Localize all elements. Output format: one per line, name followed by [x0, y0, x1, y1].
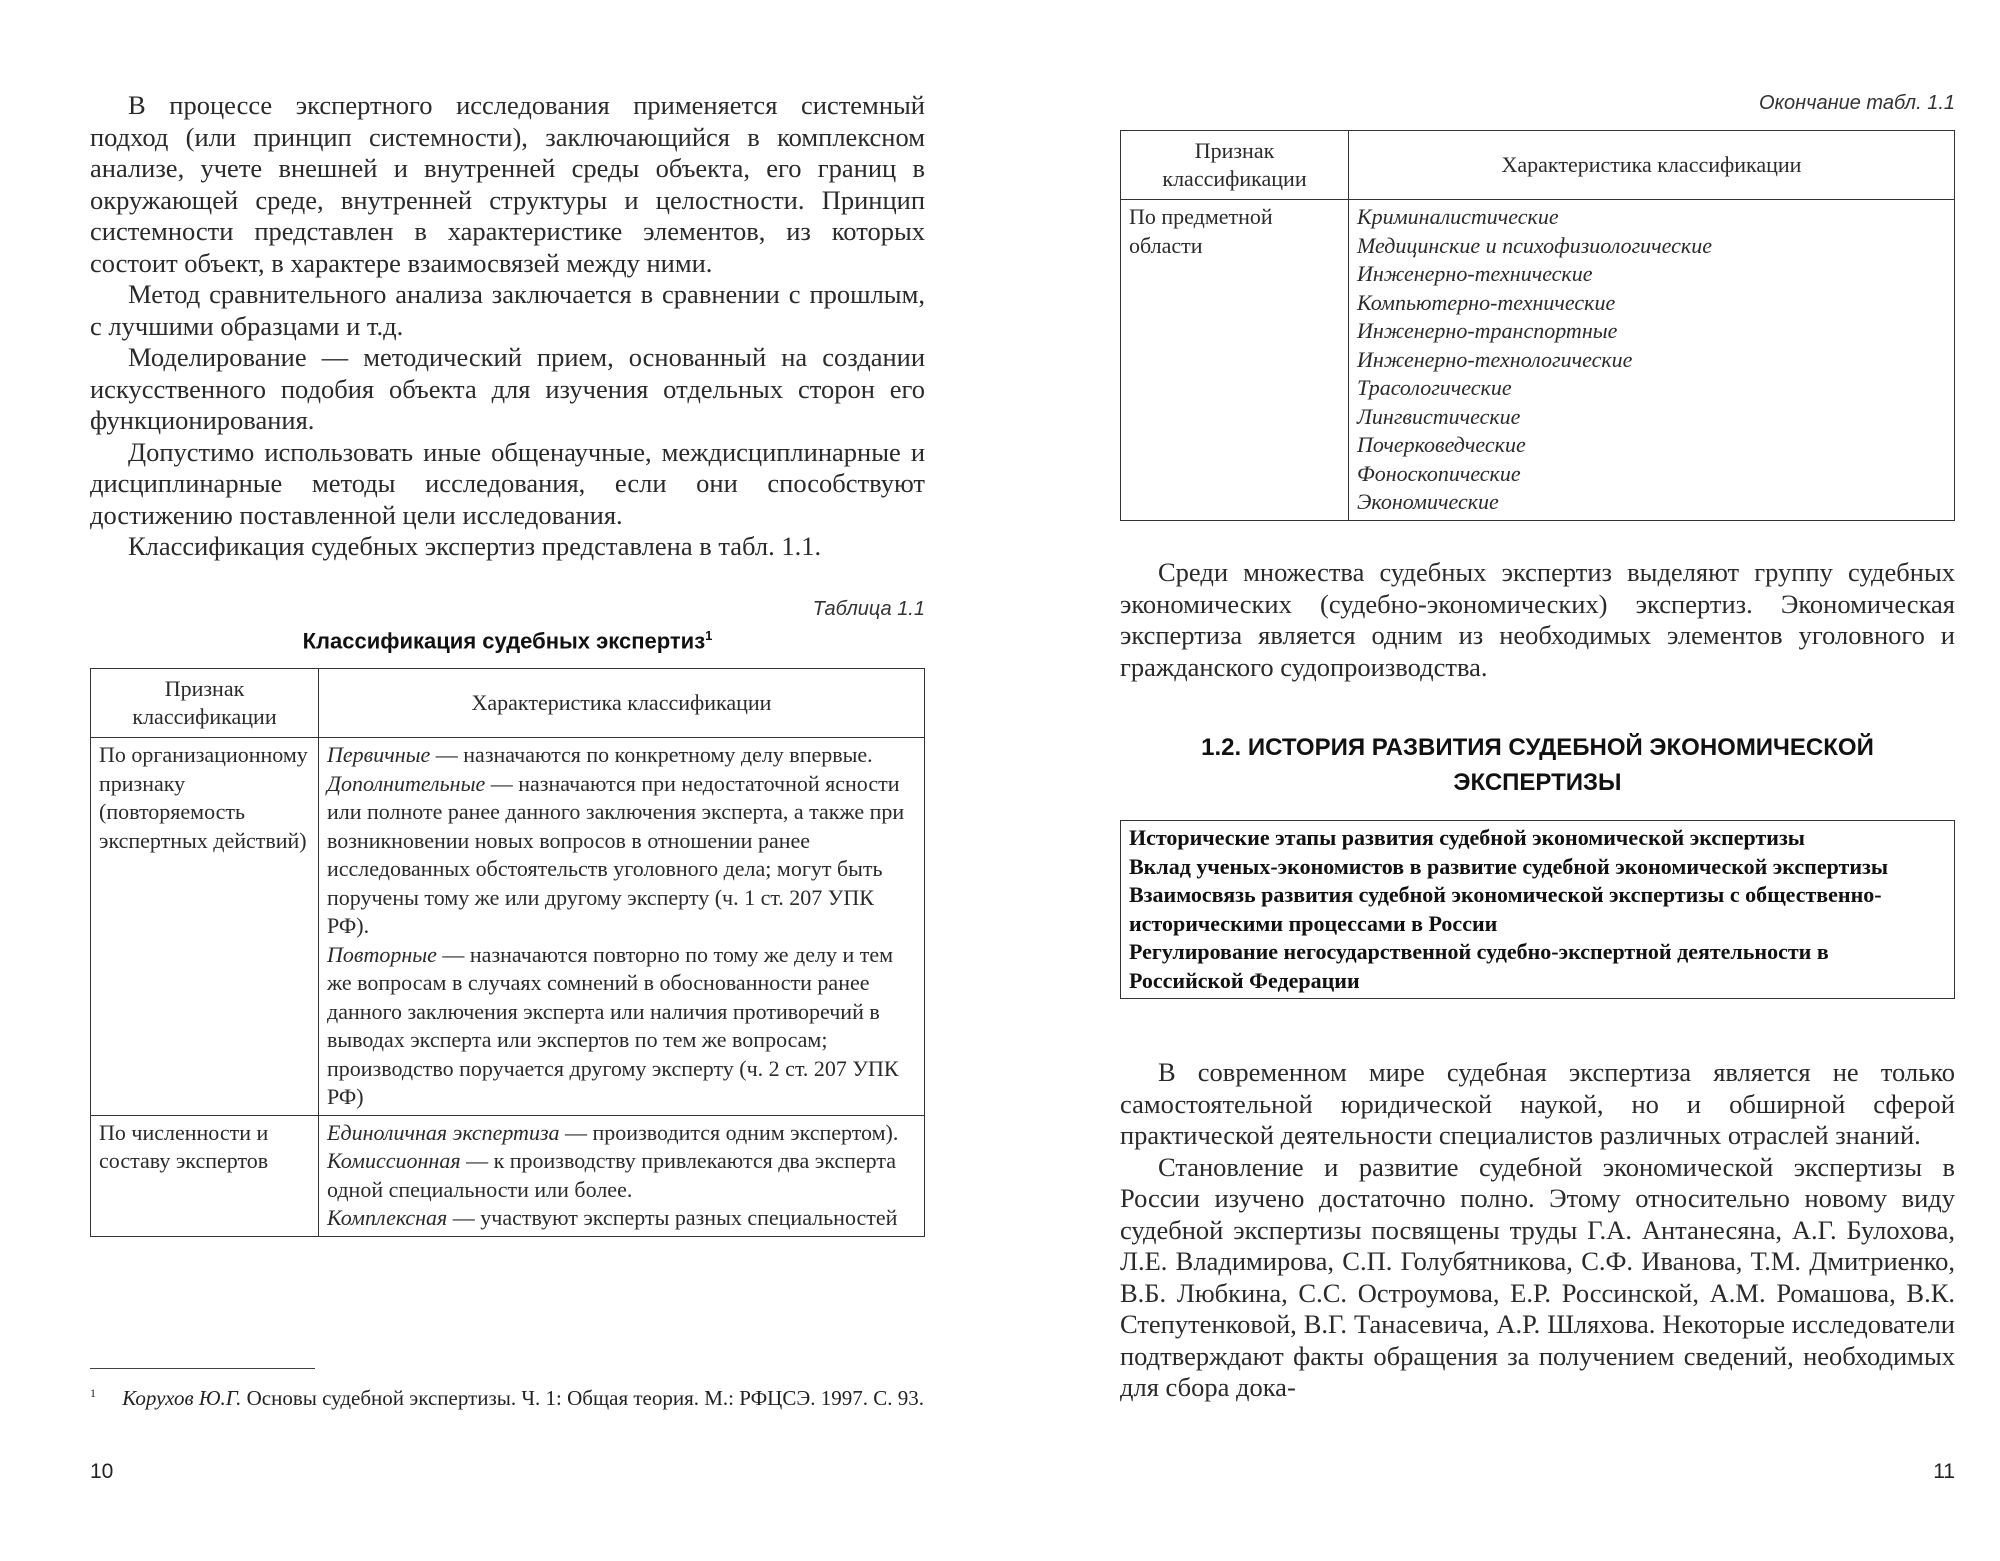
- topic-item: Регулирование негосударственной судебно-экспертной деятельности в Российской Федерации: [1129, 939, 1829, 993]
- table-title-text: Классификация судебных экспертиз: [302, 628, 706, 654]
- list-item: Инженерно-транспортные: [1357, 318, 1618, 343]
- criterion-organizational: По организационному признаку (повторяемость экспертных действий): [91, 738, 319, 1116]
- paragraph-modern-world: В современном мире судебная экспертиза является не только самостоятельной юридической наукой, но и обширной сферой практической деятельности специалистов различных отраслей знаний.: [1120, 1057, 1955, 1150]
- term-additional: Дополнительные: [327, 770, 486, 796]
- topic-item: Исторические этапы развития судебной экономической экспертизы: [1129, 825, 1805, 850]
- section-heading-line1: 1.2. ИСТОРИЯ РАЗВИТИЯ СУДЕБНОЙ ЭКОНОМИЧЕСКОЙ: [1201, 734, 1874, 761]
- term-primary: Первичные: [327, 742, 431, 767]
- list-item: Инженерно-технологические: [1357, 346, 1633, 372]
- paragraph-history-research: Становление и развитие судебной экономической экспертизы в России изучено достаточно полно. Этому относительно новому виду судебной экспертизы посвящены труды Г.А. Антанесяна, А.Г. Булохова, Л.Е. Владимирова, С.П. Голубятникова, С.Ф. Иванова, Т.М. Дмитриенко, В.Б. Любкина, С.С. Остроумова, Е.Р. Россинской, А.М. Ромашова, В.К. Степутенковой, В.Г. Танасевича, А.Р. Шляхова. Некоторые исследователи подтверждают факты обращения за получением сведений, необходимых для сбора дока-: [1120, 1151, 1955, 1402]
- header-criterion: Признак классификации: [1121, 131, 1349, 200]
- list-item: Трасологические: [1357, 375, 1512, 400]
- header-criterion: Признак классификации: [91, 669, 319, 738]
- characteristic-organizational: [319, 738, 925, 1116]
- table-title-footnote-mark: 1: [705, 628, 713, 643]
- left-body-text: [90, 90, 925, 563]
- item-additional: [327, 770, 916, 941]
- classification-table: [90, 668, 925, 1237]
- paragraph-system-approach: В процессе экспертного исследования применяется системный подход (или принцип системности), заключающийся в комплексном анализе, учете внешней и внутренней среды объекта, его границ в окружающей среде, внутренней структуры и целостности. Принцип системности представлен в характеристике элементов, из которых состоит объект, в характере взаимосвязей между ними.: [90, 90, 925, 278]
- topic-item: Вклад ученых-экономистов в развитие судебной экономической экспертизы: [1129, 853, 1889, 879]
- text-complex: — участвуют эксперты разных специальностей: [447, 1205, 898, 1230]
- list-item: Криминалистические: [1357, 204, 1559, 229]
- text-primary: — назначаются по конкретному делу впервые.: [430, 742, 873, 767]
- table-row: [91, 1115, 925, 1236]
- list-item: Экономические: [1357, 489, 1499, 514]
- text-sole: — производится одним экспертом).: [559, 1119, 899, 1145]
- page-number-right: 11: [1933, 1460, 1955, 1483]
- table-row: [91, 738, 925, 1116]
- paragraph-other-methods: Допустимо использовать иные общенаучные, междисциплинарные и дисциплинарные методы исследования, если они способствуют достижению поставленной цели исследования.: [90, 436, 925, 530]
- footnote: [90, 1380, 925, 1412]
- term-complex: Комплексная: [327, 1205, 448, 1230]
- item-complex: [327, 1204, 916, 1233]
- list-item: Медицинские и психофизиологические: [1357, 232, 1712, 258]
- left-page: [90, 0, 925, 1561]
- table-header-row: [91, 669, 925, 738]
- header-characteristic: Характеристика классификации: [319, 669, 925, 738]
- text-commission: — к производству привлекаются два эксперта одной специальности или более.: [327, 1148, 897, 1202]
- paragraph-classification-intro: Классификация судебных экспертиз представлена в табл. 1.1.: [128, 531, 822, 561]
- paragraph-comparative-analysis: Метод сравнительного анализа заключается в сравнении с прошлым, с лучшими образцами и т.д.: [90, 279, 925, 341]
- footnote-mark: 1: [90, 1386, 96, 1400]
- paragraph-modeling: Моделирование — методический прием, основанный на создании искусственного подобия объекта для изучения отдельных сторон его функционирования.: [90, 342, 925, 435]
- classification-table-continued: [1120, 130, 1955, 521]
- list-item: Инженерно-технические: [1357, 261, 1593, 286]
- item-commission: [327, 1147, 916, 1204]
- subject-area-list: [1349, 200, 1955, 521]
- list-item: Фоноскопические: [1357, 460, 1521, 486]
- text-repeated: — назначаются повторно по тому же делу и тем же вопросам в случаях сомнений в обоснованности ранее данного заключения эксперта или наличия противоречий в выводах эксперта или экспертов по тем же вопросам; производство поручается другому эксперту (ч. 2 ст. 207 УПК РФ): [327, 941, 899, 1109]
- right-body-text: [1120, 1057, 1955, 1404]
- table-row: [1121, 200, 1955, 521]
- list-item: Лингвистические: [1357, 403, 1521, 429]
- topics-box: [1120, 820, 1955, 999]
- characteristic-composition: [319, 1115, 925, 1236]
- criterion-composition: По численности и составу экспертов: [91, 1115, 319, 1236]
- criterion-subject-area: По предметной области: [1121, 200, 1349, 521]
- topic-item: Взаимосвязь развития судебной экономической экспертизы с общественно-историческими процессами в России: [1129, 882, 1882, 936]
- list-item: Компьютерно-технические: [1357, 289, 1616, 315]
- term-sole: Единоличная экспертиза: [327, 1119, 560, 1145]
- footnote-author: Корухов Ю.Г.: [122, 1386, 242, 1410]
- item-repeated: [327, 941, 916, 1112]
- term-commission: Комиссионная: [327, 1148, 461, 1173]
- section-heading: [1120, 730, 1955, 800]
- term-repeated: Повторные: [327, 941, 437, 967]
- header-characteristic: Характеристика классификации: [1349, 131, 1955, 200]
- table-title: [90, 628, 925, 654]
- footnote-divider: [90, 1368, 315, 1369]
- footnote-text: Основы судебной экспертизы. Ч. 1: Общая теория. М.: РФЦСЭ. 1997. С. 93.: [241, 1386, 924, 1410]
- paragraph-economic-expertise: Среди множества судебных экспертиз выделяют группу судебных экономических (судебно-экономических) экспертиз. Экономическая экспертиза является одним из необходимых элементов уголовного и гражданского судопроизводства.: [1120, 557, 1955, 682]
- page-number-left: 10: [90, 1460, 114, 1483]
- item-sole: [327, 1119, 916, 1148]
- section-heading-line2: ЭКСПЕРТИЗЫ: [1453, 769, 1622, 796]
- right-page: [1120, 0, 1955, 1561]
- item-primary: [327, 741, 916, 770]
- text-additional: — назначаются при недостаточной ясности или полноте ранее данного заключения эксперта, а также при возникновении новых вопросов в отношении ранее исследованных обстоятельств уголовного дела; могут быть поручены тому же или другому эксперту (ч. 1 ст. 207 УПК РФ).: [327, 770, 905, 938]
- table-header-row: [1121, 131, 1955, 200]
- continuation-caption: Окончание табл. 1.1: [1759, 92, 1955, 114]
- list-item: Почерковедческие: [1357, 432, 1526, 457]
- table-caption: Таблица 1.1: [812, 598, 925, 620]
